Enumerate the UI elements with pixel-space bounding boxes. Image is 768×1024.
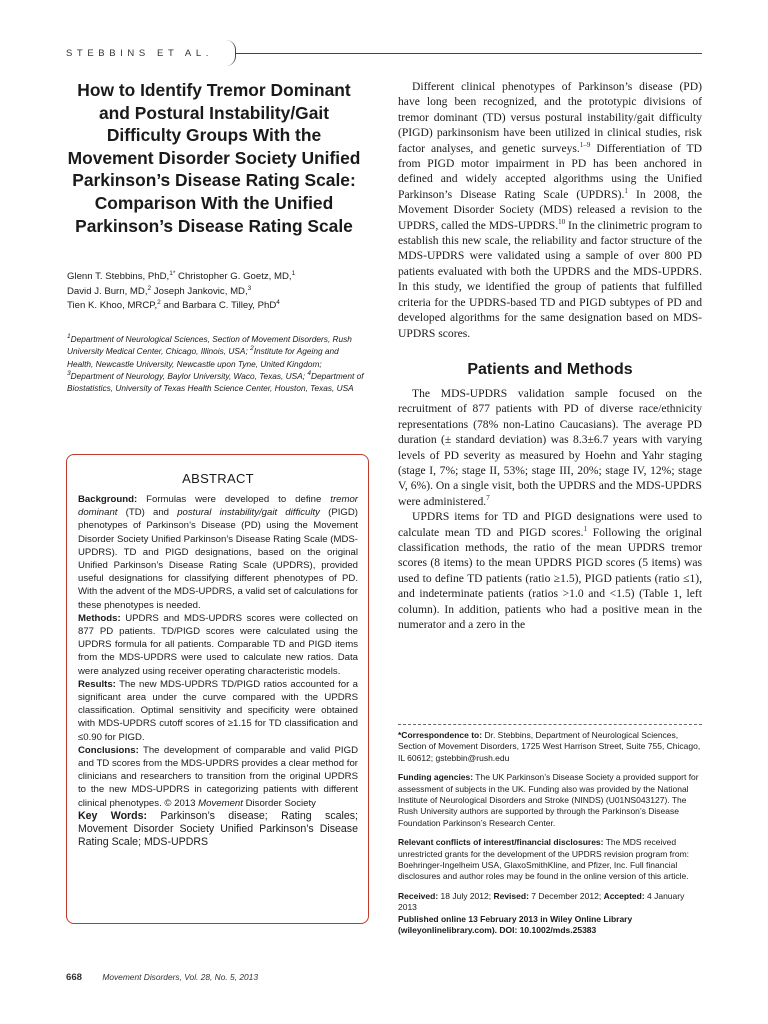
abstract-label: Results:: [78, 678, 116, 690]
abstract-label: Background:: [78, 494, 138, 505]
author-name: Christopher G. Goetz, MD,: [175, 271, 292, 282]
affil-mark: 3: [67, 370, 71, 378]
header-rule: [236, 53, 702, 54]
author-list: [67, 270, 367, 314]
article-title: How to Identify Tremor Dominant and Postural Instability/Gait Difficulty Groups With the Movement Disorder Society Unified Parkinson’s Disease Rating Scale: Comparison With the Unified Parkinson’s Disease Rating Scale: [67, 80, 361, 236]
footnote-text: Published online 13 February 2013 in Wiley Online Library (wileyonlinelibrary.com). DOI: 10.1002/mds.25383: [398, 913, 633, 936]
author-affil-mark: 1*: [169, 269, 176, 277]
body-text: Differentiation of TD from PIGD motor impairment in PD has been anchored in defined and widely accepted algorithms using the Unified Parkinson’s Disease Rating Scale (UPDRS).: [398, 141, 702, 201]
abstract-methods: [78, 612, 358, 678]
author-name: David J. Burn, MD,: [67, 285, 148, 297]
footnote-label: Funding agencies:: [398, 772, 474, 783]
citation-mark: 1: [583, 524, 588, 533]
keywords-text: Parkinson’s disease; Rating scales; Movement Disorder Society Unified Parkinson’s Disease Rating Scale; MDS-UPDRS: [78, 809, 358, 849]
page-number: 668: [66, 972, 83, 983]
author-affil-mark: 2: [157, 299, 161, 306]
affil-text: Department of Neurological Sciences, Section of Movement Disorders, Rush University Medical Center, Chicago, Illinois, USA;: [67, 334, 352, 357]
body-text: UPDRS items for TD and PIGD designations were used to calculate mean TD and PIGD scores.: [398, 510, 702, 539]
running-head: STEBBINS ET AL.: [66, 48, 213, 59]
header-bracket: [226, 40, 236, 66]
abstract-label: Conclusions:: [78, 744, 139, 756]
footnote-label: *Correspondence to:: [398, 730, 483, 740]
affil-text: Department of Biostatistics, University of Texas Health Science Center, Houston, Texas, USA: [67, 370, 364, 394]
affil-text: Institute for Ageing and Health, Newcastle University, Newcastle upon Tyne, United Kingdom;: [67, 346, 339, 369]
page-footer: [66, 972, 258, 983]
affil-text: Department of Neurology, Baylor University, Waco, Texas, USA;: [70, 370, 308, 381]
affil-mark: 2: [250, 345, 254, 353]
footnote-label: Received:: [398, 890, 439, 901]
footnote-rule: [398, 724, 702, 725]
methods-paragraph: [398, 386, 702, 509]
footnote-label: Revised:: [493, 890, 529, 901]
abstract-text: Formulas were developed to define: [137, 494, 331, 505]
affiliations: [67, 333, 367, 394]
author-name: Joseph Jankovic, MD,: [151, 285, 248, 297]
author-name: Tien K. Khoo, MRCP,: [67, 300, 158, 312]
body-text: In 2008, the Movement Disorder Society (MDS) released a revision to the UPDRS, called the MDS-UPDRS.: [398, 187, 702, 232]
footnote-text: Dr. Stebbins, Department of Neurological Sciences, Section of Movement Disorders, 1725 West Harrison Street, Suite 755, Chicago, IL 60612; gstebbin@rush.edu: [398, 730, 701, 763]
affil-mark: 4: [307, 370, 311, 378]
footnote-label: Accepted:: [603, 890, 645, 901]
abstract-conclusions: [78, 744, 358, 810]
abstract-label: Methods:: [78, 612, 121, 624]
dates-note: [398, 891, 702, 914]
body-text: Different clinical phenotypes of Parkinson’s disease (PD) have long been recognized, and the prototypic divisions of tremor dominant (TD) versus postural instability/gait difficulty (PIGD) parkinsonism have been utilized in clinical studies, risk factor analyses, and genetic surveys.: [398, 80, 702, 155]
author-name: Glenn T. Stebbins, PhD,: [67, 271, 170, 282]
footnote-text: The MDS received unrestricted grants for the development of the UPDRS revision program from: Boehringer-Ingelheim USA, GlaxoSmithKline, and Pfizer, Inc. Full financial disclosures and author roles may be found in the online version of this article.: [398, 837, 690, 882]
author-affil-mark: 1: [291, 269, 296, 277]
citation-mark: 1: [624, 186, 628, 195]
author-affil-mark: 2: [147, 284, 152, 292]
published-note: [398, 914, 702, 937]
abstract-text: (TD) and: [117, 507, 178, 519]
abstract-italic: postural instability/gait difficulty: [177, 507, 320, 519]
body-text: The MDS-UPDRS validation sample focused on the recruitment of 877 patients with PD of diverse race/ethnicity representations (78% non-Latino Caucasians). The average PD duration (± standard deviation) was 8.3±6.7 years with varying levels of PD severity as measured by Hoehn and Yahr staging (stage I, 7%; stage II, 53%; stage III, 20%; stage IV, 12%; stage V, 6%). On a single visit, both the UPDRS and the MDS-UPDRS were administered.: [398, 386, 702, 508]
abstract-text: UPDRS and MDS-UPDRS scores were collected on 877 PD patients. TD/PIGD scores were calculated using the UPDRS formula for all patients. Comparable TD and PIGD items from the MDS-UPDRS were used to calculate new ratios. Data were analyzed using receiver operating characteristic models.: [78, 612, 358, 677]
citation-mark: 1–9: [579, 140, 591, 149]
abstract-text: (PIGD) phenotypes of Parkinson’s Disease (PD) using the Movement Disorder Society Unified Parkinson’s Disease Rating Scale (MDS-UPDRS). TD and PIGD designations, based on the original Unified Parkinson’s Disease Rating Scale (UPDRS), provided useful designations for classifying different phenotypes of PD. With the advent of the MDS-UPDRS, a valid set of calculations for these phenotypes is needed.: [78, 507, 358, 611]
footnote-text: 7 December 2012;: [528, 890, 604, 901]
abstract-text: Disorder Society: [242, 797, 316, 809]
author-affil-mark: 3: [247, 284, 252, 292]
disclosure-note: [398, 837, 702, 883]
footnote-text: 4 January 2013: [398, 890, 685, 913]
citation-mark: 10: [558, 217, 566, 226]
footnote-text: The UK Parkinson’s Disease Society a provided support for assessment of subjects in the UK. Funding also was provided by the National Institute of Neurological Disorders and Stroke (NINDS) (U01NS043127). The Rush University authors are supported by through the Parkinson’s Disease Foundation Parkinson’s Research Center.: [398, 772, 699, 828]
abstract-results: [78, 678, 358, 744]
abstract-box: [66, 454, 369, 924]
abstract-background: [78, 493, 358, 612]
author-affil-mark: 4: [276, 299, 280, 306]
main-body-column: [398, 79, 702, 632]
footnote-text: 18 July 2012;: [438, 890, 494, 901]
intro-paragraph: [398, 79, 702, 341]
methods-paragraph: [398, 509, 702, 632]
section-heading: Patients and Methods: [467, 360, 633, 378]
abstract-italic: Movement: [198, 797, 243, 809]
keywords-label: Key Words:: [78, 809, 148, 822]
body-text: In the clinimetric program to establish this new scale, the reliability and factor structure of the MDS-UPDRS were validated using a sample of over 800 PD patients evaluated with both the UPDRS and the MDS-UPDRS. In this study, we identified the group of patients that fulfilled criteria for the UPDRS-based TD and PIGD subtypes of PD and developed algorithms for the same designation based on MDS-UPDRS scores.: [398, 218, 702, 340]
footnotes: [398, 730, 702, 945]
abstract-text: The new MDS-UPDRS TD/PIGD ratios accounted for a significant area under the curve compared with the UPDRS classification. Optimal sensitivity and specificity were obtained with MDS-UPDRS cutoff scores of ≥1.15 for TD classification and ≤0.90 for PIGD.: [78, 678, 358, 743]
footnote-label: Relevant conflicts of interest/financial disclosures:: [398, 837, 604, 848]
abstract-keywords: [78, 810, 358, 850]
citation-mark: 7: [486, 493, 490, 502]
journal-citation: Movement Disorders, Vol. 28, No. 5, 2013: [102, 972, 258, 982]
abstract-italic: tremor dominant: [78, 494, 358, 519]
author-name: and Barbara C. Tilley, PhD: [160, 300, 277, 312]
correspondence-note: [398, 730, 702, 764]
abstract-heading: ABSTRACT: [182, 471, 254, 486]
affil-mark: 1: [67, 333, 71, 341]
body-text: Following the original classification methods, the ratio of the mean UPDRS tremor scores (8 items) to the mean UPDRS PIGD scores (5 items) was used to define TD patients (ratio ≥1.5), PIGD patients (ratio ≤1), and indeterminate patients (ratios >1.0 and <1.5) (Table 1, left column). In addition, patients who had a positive mean in the numerator and a zero in the: [398, 525, 702, 631]
funding-note: [398, 772, 702, 829]
abstract-text: The development of comparable and valid PIGD and TD scores from the MDS-UPDRS provides a clear method for clinicians and researchers to transition from the original UPDRS to the new MDS-UPDRS in categorizing patients with different clinical phenotypes. © 2013: [78, 744, 358, 809]
